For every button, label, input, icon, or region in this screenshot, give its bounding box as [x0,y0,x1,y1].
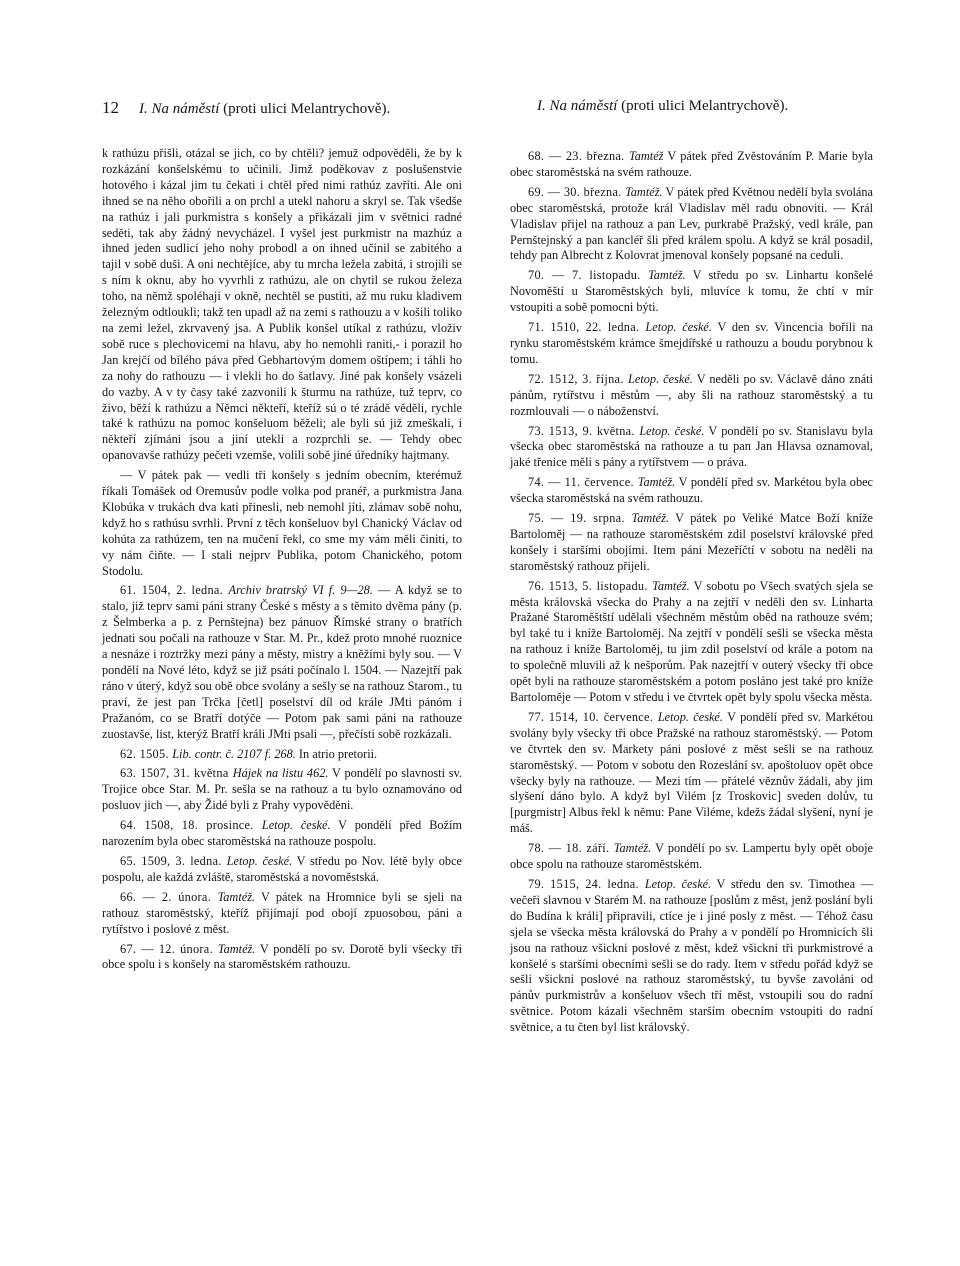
running-header-left [102,98,390,122]
entry-61: 61. 1504, 2. ledna. Archiv bratrský VI f. 9—28. — A když se to stalo, již teprv sami páni strany České s městy a s těmito dvěma pány (p. z Šelmberka a p. z Pernštejna) bez pánuov Římské strany o bratřích jednati sou počali na rathouze v Star. M. Pr., kdež proto mnohé ruoznice a nesnáze i roztržky mezi pány a městy, mistry a kněžími byly sou. — V pondělí na Nové léto, když se již psáti počínalo l. 1504. — Nazejtří pak ráno v úterý, když sou obě obce svolány a sešly se na rathouz Starom., tu praví, že jest pan Trčka [četl] poselství díl od krále JMti pánóm i Pražanóm, co se Bratří dotýče — Potom pak sami páni na rathouze zuostavše, list, kterýž Bratří králi JMti psali —, přečísti sobě rozkázali. [102,583,463,741]
entry-62: 62. 1505. Lib. contr. č. 2107 f. 268. In atrio pretorii. [120,746,378,761]
entry-77: 77. 1514, 10. července. Letop. české. V pondělí před sv. Markétou svolány byly všecky tři obce Pražské na rathouz staroměstský. — Potom ve čtvrtek den sv. Markety páni poslové z měst sešli se na rathouz staroměstský. — Potom v sobotu den Rozeslání sv. apoštoluov opět obce všecky byly na rathouze. — Mezi tím — přátelé věznův žádali, aby jim slyšení dáno bylo. A když byl Vilém [z Troskovic] sveden dolův, tu [purgmistr] Albus řekl k němu: Pane Viléme, kdežs žádal slyšení, nyní je máš. [510,709,873,836]
entry-75: 75. — 19. srpna. Tamtéž. V pátek po Veliké Matce Boží kníže Bartoloměj — na rathouze staroměstském zdil poselství královské před konšely i staršími obojími. Item páni Mezeříčtí v sobotu na neděli na staroměstský rathouz přijeli. [510,511,873,573]
entry-67: 67. — 12. února. Tamtéž. V pondělí po sv. Dorotě byli všecky tři obce spolu i s konšely na staroměstském rathouzu. [102,941,462,972]
entry-78: 78. — 18. září. Tamtéž. V pondělí po sv. Lampertu byly opět oboje obce spolu na rathouze staroměstském. [510,841,874,872]
entry-76: 76. 1513, 5. listopadu. Tamtéž. V sobotu po Všech svatých sjela se města královská všecka do Prahy a na zejtří v neděli den sv. Linharta Pražané Staroměštští udělali všechněm městům oběd na rathouze svém; byl také tu i kníže Bartoloměj. Na zejtří v pondělí sešli se všecka města na rathouz i kníže Bartoloměj, tu jim zdil poselství od krále a potom na to společně mluvili až k nešporům. Pak nazejtří v outerý všecky tři obce opět byli na rathouze staroměstském a potom posláno jest také pro kníže Bartoloměje — Potom v středu i ve čtvrtek opět byly spolu všecka města. [510,578,873,704]
entry-63: 63. 1507, 31. května Hájek na listu 462. V pondělí po slavnosti sv. Trojice obce Star. M. Pr. sešla se na rathouz a tu bylo oznamováno od posluov jich —, aby Židé byli z Prahy vypověděni. [102,766,462,813]
paragraph: — V pátek pak — vedli tři konšely s jedním obecním, kterémuž říkali Tomášek od Oremusův podle volka pod pranéř, a purkmistra Jana Klobúka v trukách dva kati přinesli, neb nemohl jíti, zlámav sobě nohu, když ho s rathúsu svrhli. První z těch konšeluov byl Chanický Václav od kohúta za rathúzem, ten na mučení řekl, co sme my vám měli činiti, to vy nám čiňte. — I stali nejprv Publika, potom Chanického, potom Stodolu. [102,468,462,578]
header-left-title: I. Na náměstí [139,101,220,117]
header-right-subtitle: (proti ulici Melantrychově). [617,98,789,114]
paragraph: k rathúzu přišli, otázal se jich, co by chtěli? jemuž odpověděli, že by k rozkázání konšelskému to učinili. Jimž poděkovav z poslušenstvie hotového i kázal jim tu čekati i chtěl před nimi rathúz zavříti. Ale oni ihned se na něho obořili a on prchl a utekl nahoru a skryl se. Tak všedše na rathúz i jali purkmistra s konšely a přikázali jim v světnici radné seděti, tak aby žádný nevycházel. I vyšel jest purkmistr na mazhúz a ihned jeden sudlicí jeho nohy probodl a on ihned učinil se zabitého a tajil v sobě duši. A oni nechtějíce, aby tu mrcha ležela zabitá, i strojili se s ním k oknu, aby ho vyvrhli z rathúzu, ale on chytil se rukou železa toho, na němž spoléhají v okně, nechtěl se pustiti, až mu ruku kladivem železným odtloukli; takž ten upadl až na zemi s rathouzu a v košili toliko na zemi ležel, zkrvavený jsa. A Publik konšel utíkal z rathúzu, vloživ sobě ruce s plechovicemi na hlavu, aby ho nemohli raniti,- i porazil ho Jan krejčí od bílého páva před Gebhartovým domem oštípem; i táhli ho za nohy do rathouzu — i vlekli ho do šatlavy. Jiné pak konšely vsázeli do vazby. A v ty časy také zazvonili k šturmu na rathúze, tuž teprv, co živo, běží k rathúzu a Němci někteří, kteříž sú o té zrádě věděli, rychle také k rathúzu na pomoc konšeluom běželi; ale byli sú již zmeškali, i někteří zjímáni jsou a jiní utekli a rozprchli se. — Tehdy obec opanovavše rathúzy pečeti vzemše, volili sobě jiné úředníky hajtmany. [102,146,462,463]
left-column [102,146,462,977]
entry-71: 71. 1510, 22. ledna. Letop. české. V den sv. Vincencia bořili na rynku staroměstském krámce šmejdířské u rathouzu a boudu porybnou k tomu. [510,320,873,366]
entry-68: 68. — 23. března. Tamtéž V pátek před Zvěstováním P. Marie byla obec staroměstská na svém rathouze. [510,149,873,179]
page-number: 12 [102,98,119,117]
entry-73: 73. 1513, 9. května. Letop. české. V pondělí po sv. Stanislavu byla všecka obec staroměstská na rathouze a tu pan Jan Hlavsa oznamoval, jaké třenice měli s pány a rytířstvem — o práva. [510,423,873,470]
entry-69: 69. — 30. března. Tamtéž. V pátek před Květnou nedělí byla svolána obec staroměstská, protože král Vladislav měl radu obnoviti. — Král Vladislav přijel na rathouz a pan Lev, purkrabě Pražský, vedl krále, pan Pernštejnský a pan kancléř šli před králem spolu. A když se král posadil, tehdy pan Albrecht z Kolovrat jmenoval konšely popsané na ceduli. [510,184,873,263]
header-right-title: I. Na náměstí [537,98,618,114]
entry-66: 66. — 2. února. Tamtéž. V pátek na Hromnice byli se sjeli na rathouz staroměstský, kteříž přijímají pod obojí zpuosobou, páni a rytířstvo i poslové z měst. [102,889,462,936]
entry-70: 70. — 7. listopadu. Tamtéž. V středu po sv. Linhartu konšelé Novoměští u Staroměstských byli, mluvíce k tomu, že chtí v mír vstoupiti a sobě pomocni býti. [510,268,873,315]
running-header-right [537,98,788,122]
entry-79: 79. 1515, 24. ledna. Letop. české. V středu den sv. Timothea — večeři slavnou v Starém M. na rathouze [poslům z měst, jenž poslání byli do Budína k králi] připravili, ctíce je i jiné posly z měst. — Téhož času sjela se všecka města královská do Prahy a v pondělí po Hromnicích šli jsou na rathouz všickni poslové z měst, kdež všickni tři purkmistrové a konšelé s staršími obecními sešli se do rady. Item v středu pořád když se sešli všickni poslové na rathouz staroměstský, tu byvše zavoláni od pánův purkmistrův a konšeluov všech tří měst, vstoupili sou do radní světnice. Potom kázali všechněm starším obecním vstoupiti do radní světnice, a tu čten byl list královský. [510,876,873,1035]
right-column [510,146,873,1040]
entry-65: 65. 1509, 3. ledna. Letop. české. V středu po Nov. létě byly obce pospolu, ale každá zvláště, staroměstská a novoměstská. [102,853,462,884]
entry-64: 64. 1508, 18. prosince. Letop. české. V pondělí před Božím narozením byla obec staroměstská na rathouze pospolu. [102,818,462,849]
header-left-subtitle: (proti ulici Melantrychově). [219,101,391,117]
entry-74: 74. — 11. července. Tamtéž. V pondělí před sv. Markétou byla obec všecka staroměstská na svém rathouzu. [510,475,874,506]
entry-72: 72. 1512, 3. října. Letop. české. V neděli po sv. Václavě dáno znáti pánům, rytířstvu i městům —, aby šli na rathouz staroměstský a tu rozmlouvali — o náboženství. [510,371,874,418]
